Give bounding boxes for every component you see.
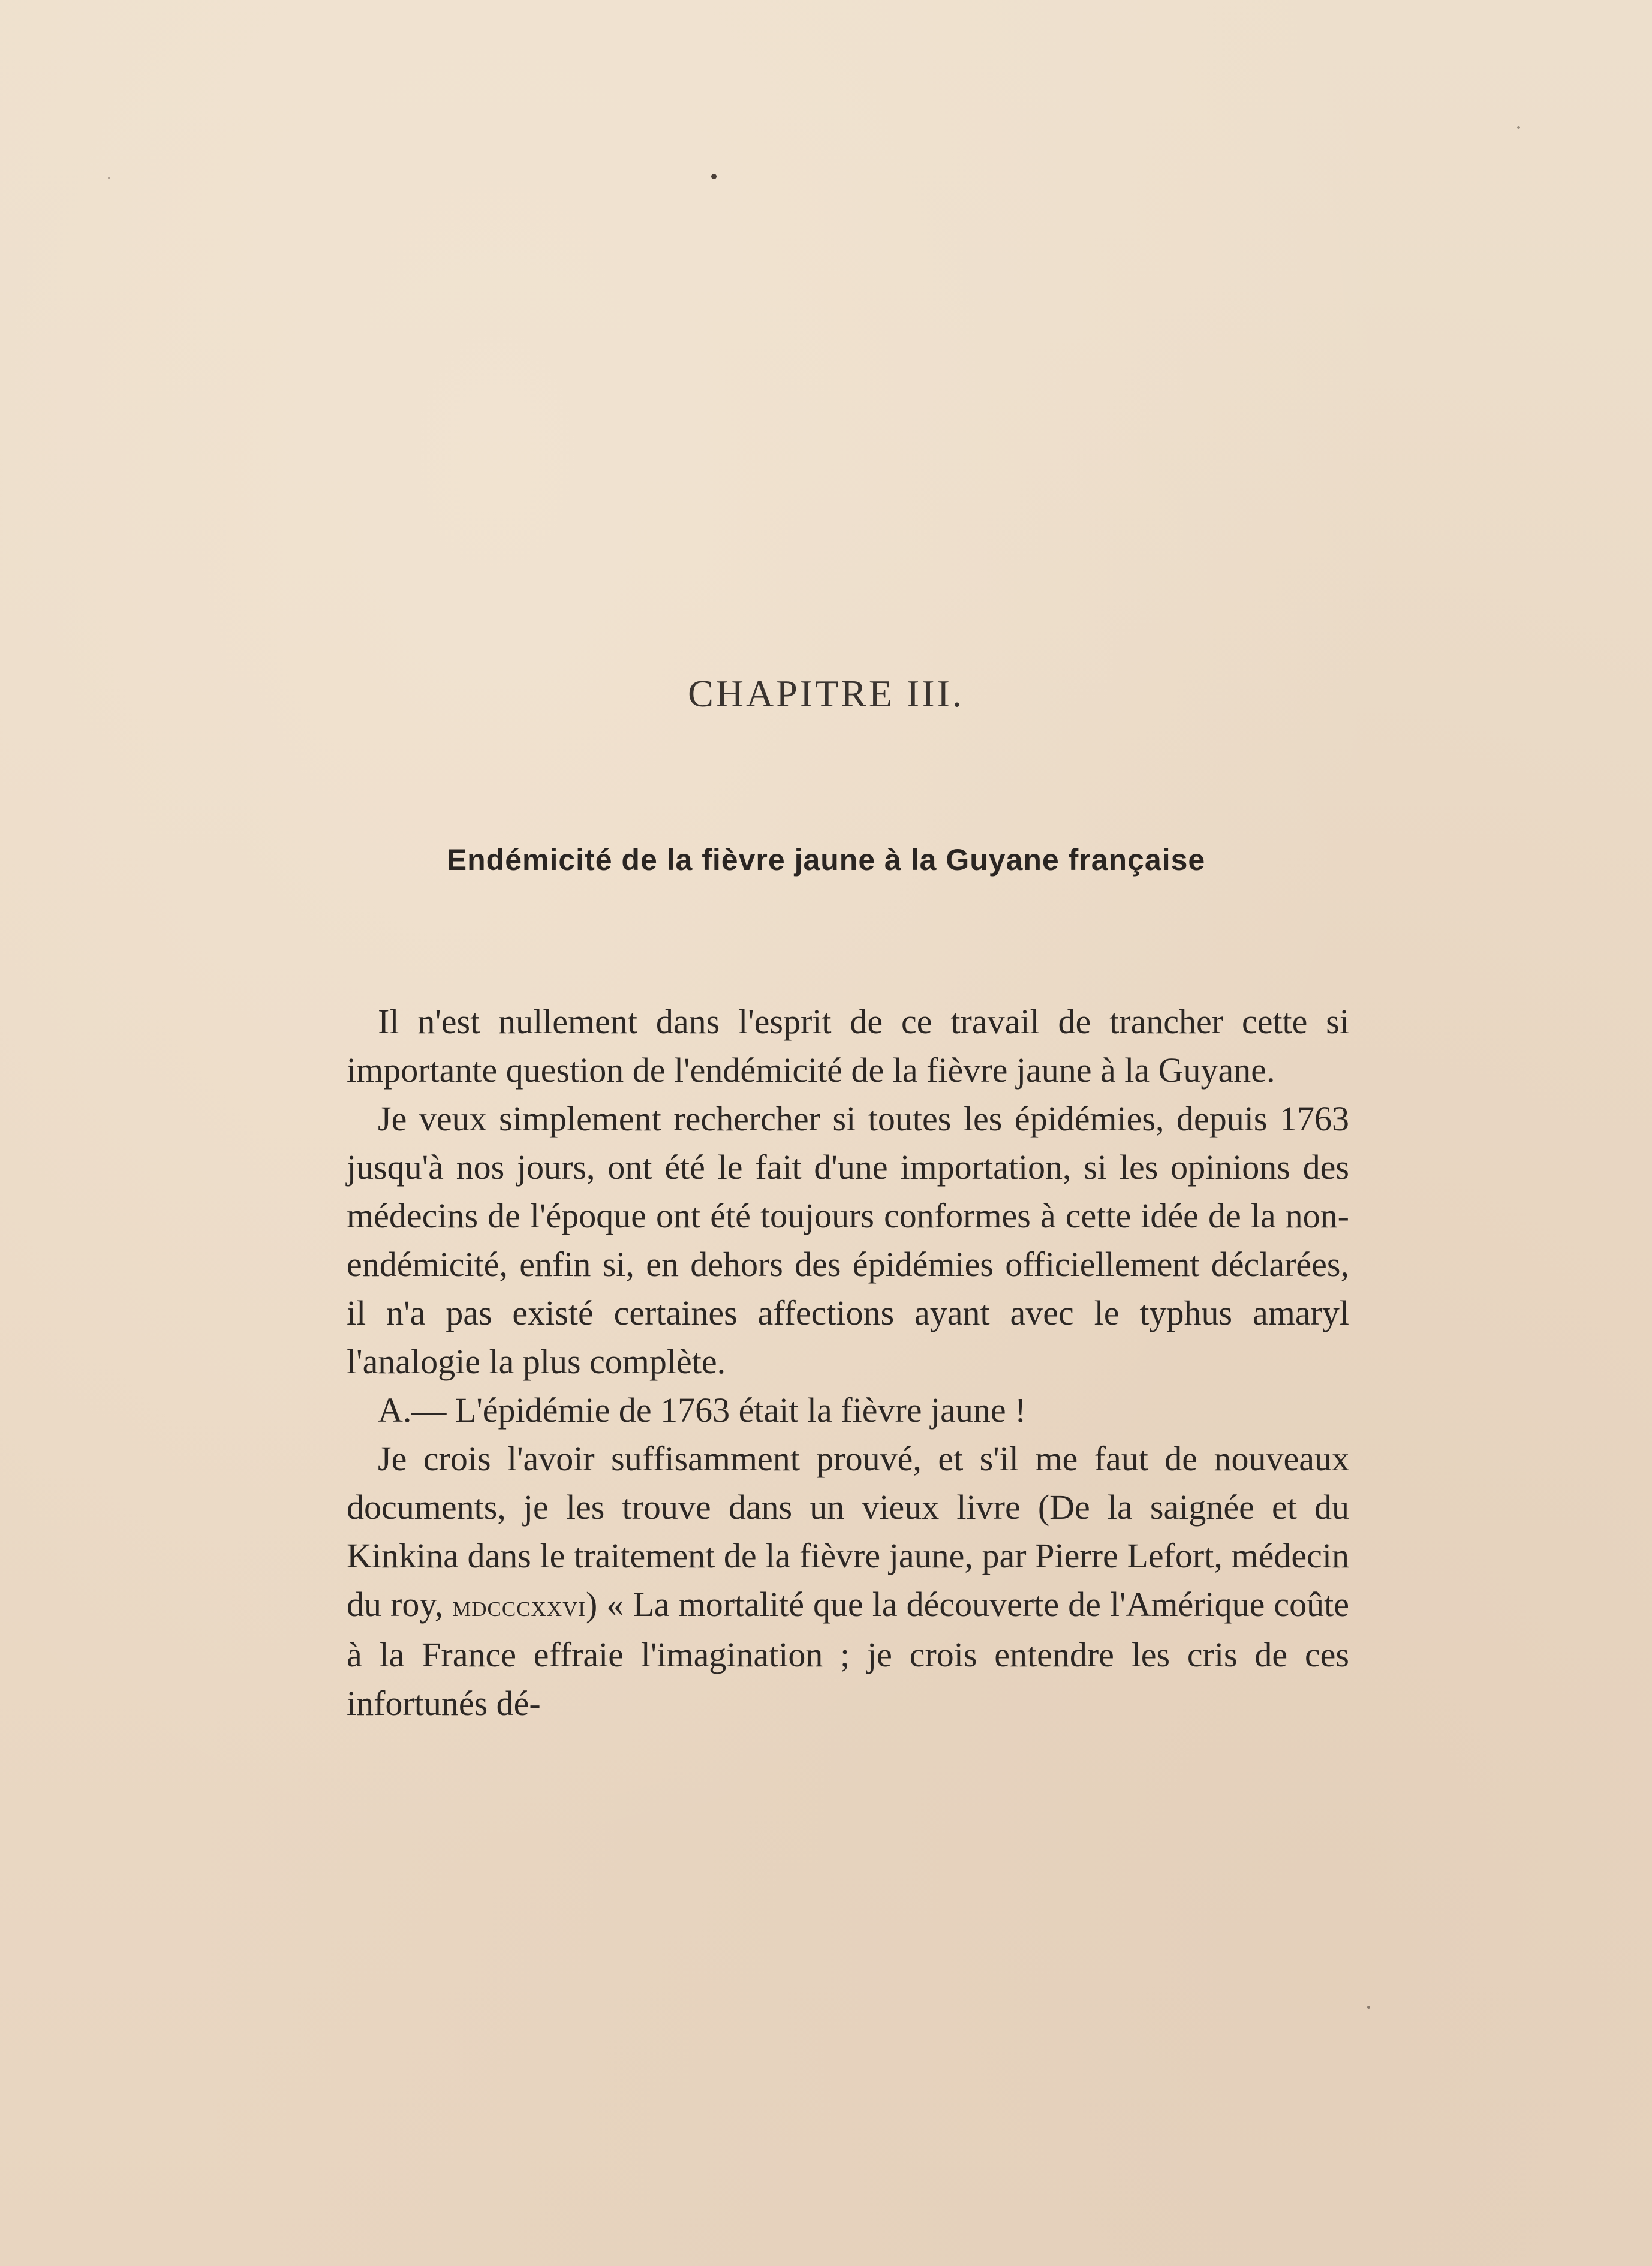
paragraph-1: Il n'est nullement dans l'esprit de ce travail de trancher cette si importante question de l'endémicité de la fièvre jaune à la Guyane. [347,1002,1349,1090]
body-text [347,997,1349,1728]
roman-date: mdcccxxvi [452,1589,586,1623]
ink-speck [108,177,110,179]
paragraph-2: Je veux simplement rechercher si toutes les épidémies, depuis 1763 jusqu'à nos jours, ont été le fait d'une importation, si les opinions des médecins de l'époque ont été toujours conformes à cette idée de la non-endémicité, enfin si, en dehors des épidémies officiellement déclarées, il n'a pas existé certaines affections ayant avec le typhus amaryl l'analogie la plus complète. [347,1099,1349,1381]
chapter-title: CHAPITRE III. [688,672,964,715]
ink-speck [711,174,717,179]
paragraph-4-text-end: ) « La mortalité que la découverte de l'Amérique coûte à la France effraie l'imagination ; je crois entendre les cris de ces infortunés dé- [347,1585,1349,1723]
paragraph-4 [347,1434,1349,1728]
paragraph-3: A.— L'épidémie de 1763 était la fièvre jaune ! [378,1391,1027,1430]
ink-speck [1367,2006,1370,2009]
ink-speck [1517,126,1520,129]
paragraph-4-text-start: Je crois l'avoir suffisamment prouvé, et s'il me faut de nouveaux documents, je les trouve dans un vieux livre (De la saignée et du Kinkina dans le traitement de la fièvre jaune, par Pierre Lefort, médecin du roy, [347,1439,1349,1624]
section-subtitle: Endémicité de la fièvre jaune à la Guyane française [446,843,1206,877]
